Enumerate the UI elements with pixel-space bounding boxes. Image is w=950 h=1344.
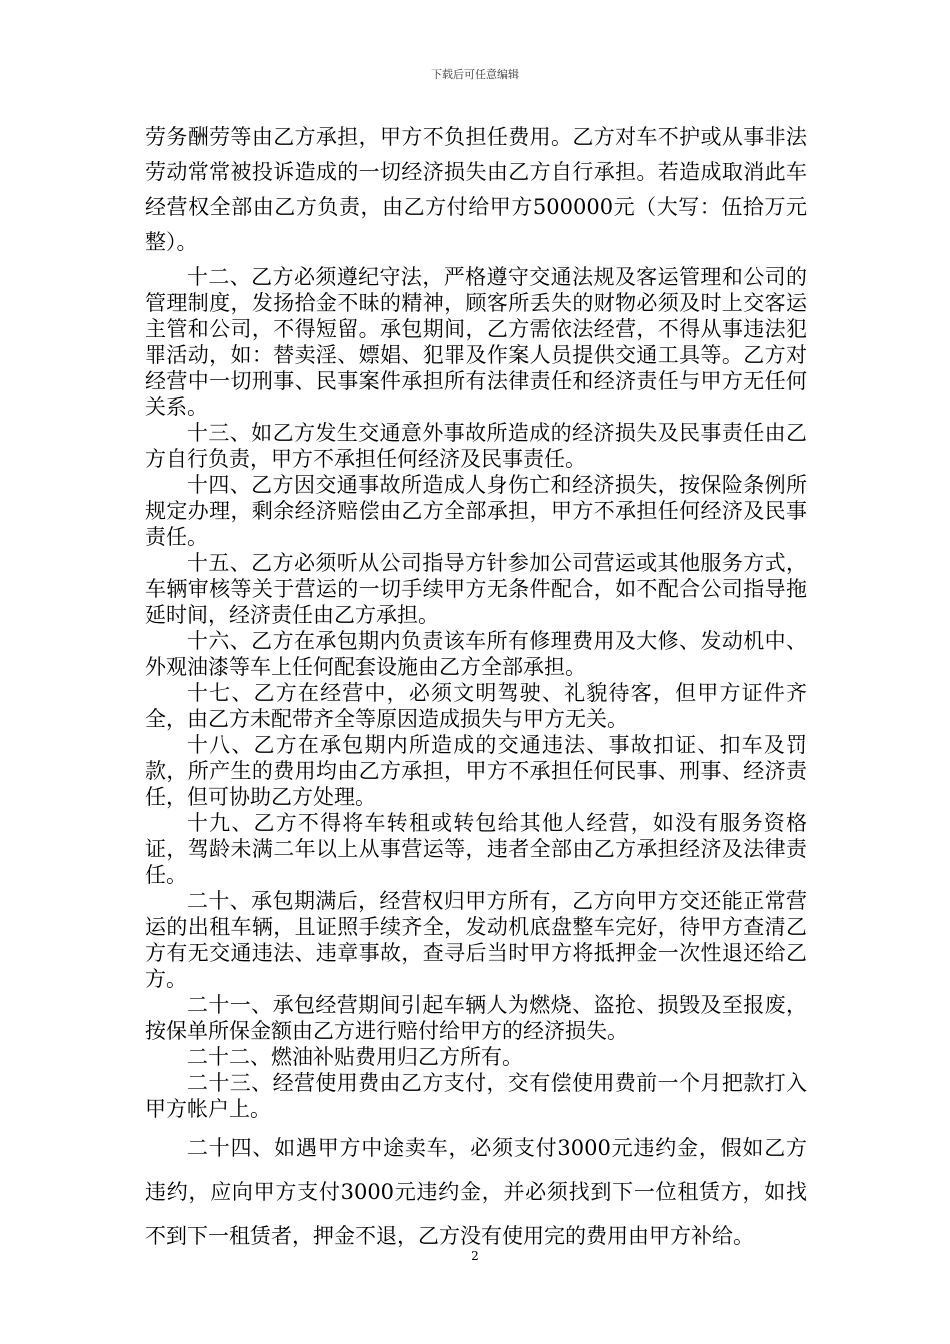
clause-13: 十三、如乙方发生交通意外事故所造成的经济损失及民事责任由乙方自行负责，甲方不承担任何经济及民事责任。 — [145, 421, 807, 471]
page-header: 下载后可任意编辑 — [431, 68, 519, 81]
clause-22: 二十二、燃油补贴费用归乙方所有。 — [187, 1045, 523, 1069]
document-body — [145, 120, 807, 1258]
clause-12: 十二、乙方必须遵纪守法，严格遵守交通法规及客运管理和公司的管理制度，发扬拾金不昧的精神，顾客所丢失的财物必须及时上交客运主管和公司，不得短留。承包期间，乙方需依法经营，不得从事违法犯罪活动，如：替卖淫、嫖娼、犯罪及作案人员提供交通工具等。乙方对经营中一切刑事、民事案件承担所有法律责任和经济责任与甲方无任何关系。 — [145, 265, 807, 419]
page-number: 2 — [471, 1249, 479, 1263]
clause-16: 十六、乙方在承包期内负责该车所有修理费用及大修、发动机中、外观油漆等车上任何配套设施由乙方全部承担。 — [145, 629, 807, 679]
clause-18: 十八、乙方在承包期内所造成的交通违法、事故扣证、扣车及罚款，所产生的费用均由乙方承担，甲方不承担任何民事、刑事、经济责任，但可协助乙方处理。 — [145, 733, 807, 809]
paragraph-labor-costs: 劳务酬劳等由乙方承担，甲方不负担任费用。乙方对车不护或从事非法劳动常常被投诉造成的一切经济损失由乙方自行承担。若造成取消此车经营权全部由乙方负责，由乙方付给甲方500000元（大写：伍拾万元整）。 — [145, 125, 807, 254]
clause-21: 二十一、承包经营期间引起车辆人为燃烧、盗抢、损毁及至报废，按保单所保金额由乙方进行赔付给甲方的经济损失。 — [145, 993, 807, 1043]
clause-17: 十七、乙方在经营中，必须文明驾驶、礼貌待客，但甲方证件齐全，由乙方未配带齐全等原因造成损失与甲方无关。 — [145, 681, 807, 731]
clause-14: 十四、乙方因交通事故所造成人身伤亡和经济损失，按保险条例所规定办理，剩余经济赔偿由乙方全部承担，甲方不承担任何经济及民事责任。 — [145, 473, 807, 549]
clause-15: 十五、乙方必须听从公司指导方针参加公司营运或其他服务方式，车辆审核等关于营运的一切手续甲方无条件配合，如不配合公司指导拖延时间，经济责任由乙方承担。 — [145, 551, 807, 627]
clause-24: 二十四、如遇甲方中途卖车，必须支付3000元违约金，假如乙方违约，应向甲方支付3000元违约金，并必须找到下一位租赁方，如找不到下一租赁者，押金不退，乙方没有使用完的费用由甲方补给。 — [145, 1136, 807, 1248]
clause-23: 二十三、经营使用费由乙方支付，交有偿使用费前一个月把款打入甲方帐户上。 — [145, 1071, 807, 1121]
clause-19: 十九、乙方不得将车转租或转包给其他人经营，如没有服务资格证，驾龄未满二年以上从事营运等，违者全部由乙方承担经济及法律责任。 — [145, 811, 807, 887]
clause-20: 二十、承包期满后，经营权归甲方所有，乙方向甲方交还能正常营运的出租车辆，且证照手续齐全，发动机底盘整车完好，待甲方查清乙方有无交通违法、违章事故，查寻后当时甲方将抵押金一次性退还给乙方。 — [145, 889, 807, 991]
